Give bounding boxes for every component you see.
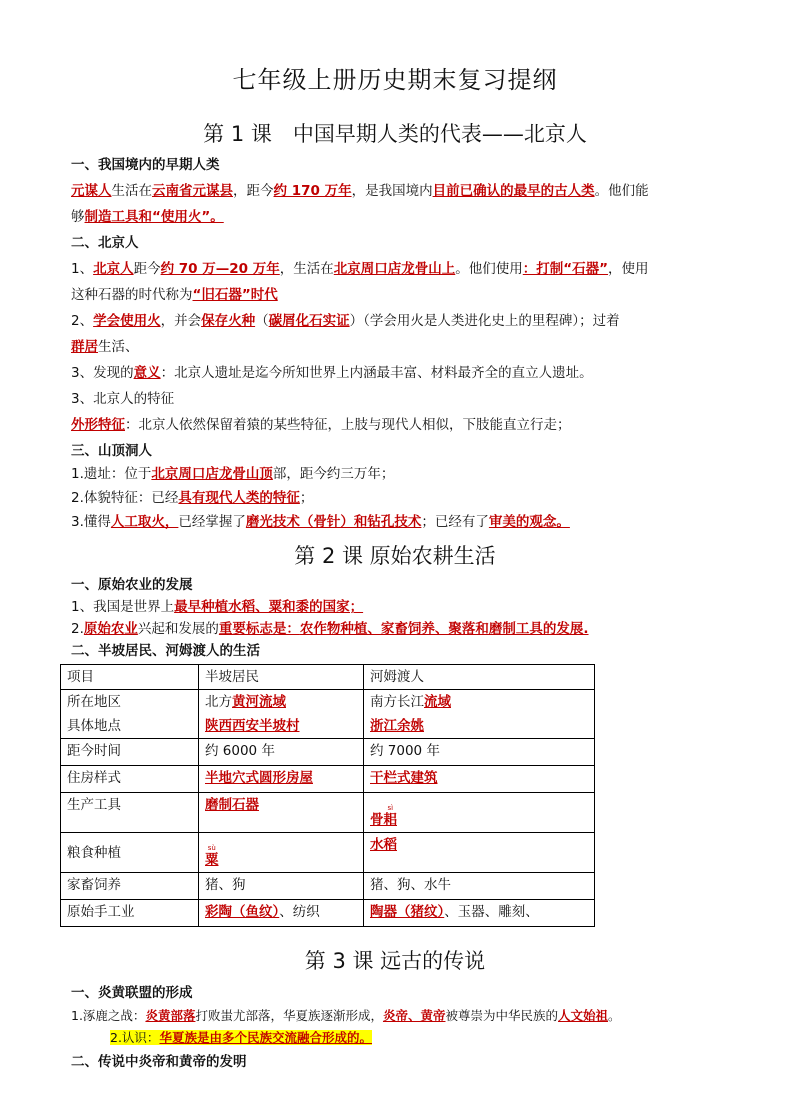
l2-paragraph-1: 1、我国是世界上最早种植水稻、粟和黍的国家； [71,599,364,615]
l1-paragraph-2: 1、北京人距今约 70 万—20 万年，生活在北京周口店龙骨山上。他们使用：打制“石器”，使用 [71,261,649,277]
comparison-table [60,664,595,927]
l2-paragraph-2: 2.原始农业兴起和发展的重要标志是：农作物种植、家畜饲养、聚落和磨制工具的发展. [71,621,589,637]
l1-paragraph-9: 3.懂得人工取火，已经掌握了磨光技术（骨针）和钻孔技术；已经有了审美的观念。 [71,514,570,530]
l1-paragraph-3b: 群居生活、 [71,339,139,355]
lesson-1-heading: 第 1 课 中国早期人类的代表——北京人 [203,122,587,146]
l3-paragraph-2: 2.认识：华夏族是由多个民族交流融合形成的。 [110,1030,372,1045]
lesson-3-heading: 第 3 课 远古的传说 [304,949,486,973]
table-row: 住房样式 半地穴式圆形房屋 干栏式建筑 [61,766,595,793]
l1-paragraph-2b: 这种石器的时代称为“旧石器”时代 [71,287,278,303]
yuanmou-man: 元谋人 [71,183,112,199]
table-header-cell: 项目 [61,665,199,690]
l1-paragraph-1b: 够制造工具和“使用火”。 [71,209,224,225]
l2-section-1-title: 一、原始农业的发展 [71,577,193,593]
l1-paragraph-3: 2、学会使用火，并会保存火种（碳屑化石实证）（学会用火是人类进化史上的里程碑）；过着 [71,313,620,329]
l1-section-3-title: 三、山顶洞人 [71,443,152,459]
l1-paragraph-7: 1.遗址：位于北京周口店龙骨山顶部，距今约三万年； [71,466,395,482]
table-row: 生产工具 磨制石器 骨 sì 耜 [61,793,595,833]
l1-section-2-title: 二、北京人 [71,235,139,251]
table-row: 所在地区 具体地点 北方黄河流域 陕西西安半坡村 南方长江流域 浙江余姚 [61,690,595,739]
l3-section-2-title: 二、传说中炎帝和黄帝的发明 [71,1054,247,1070]
l1-paragraph-1: 元谋人生活在云南省元谋县，距今约 170 万年，是我国境内目前已确认的最早的古人类。他们能 [71,183,649,199]
document-title: 七年级上册历史期末复习提纲 [232,66,558,94]
table-row: 原始手工业 彩陶（鱼纹）、纺织 陶器（猪纹）、玉器、雕刻、 [61,900,595,927]
l2-section-2-title: 二、半坡居民、河姆渡人的生活 [71,643,260,659]
table-row: 距今时间 约 6000 年 约 7000 年 [61,739,595,766]
table-row: 家畜饲养 猪、狗 猪、狗、水牛 [61,873,595,900]
l1-paragraph-8: 2.体貌特征：已经具有现代人类的特征； [71,490,314,506]
l1-paragraph-4: 3、发现的意义：北京人遗址是迄今所知世界上内涵最丰富、材料最齐全的直立人遗址。 [71,365,593,381]
table-header-row [61,665,595,690]
l1-section-1-title: 一、我国境内的早期人类 [71,157,220,173]
l3-paragraph-1: 1.涿鹿之战：炎黄部落打败蚩尤部落，华夏族逐渐形成，炎帝、黄帝被尊崇为中华民族的人文始祖。 [71,1008,621,1023]
table-header-cell: 半坡居民 [199,665,364,690]
table-header-cell: 河姆渡人 [364,665,595,690]
l3-section-1-title: 一、炎黄联盟的形成 [71,985,193,1001]
lesson-2-heading: 第 2 课 原始农耕生活 [294,544,496,568]
l1-paragraph-6: 外形特征：北京人依然保留着猿的某些特征，上肢与现代人相似，下肢能直立行走； [71,417,571,433]
l1-paragraph-5: 3、北京人的特征 [71,391,175,407]
table-row: 粮食种植 sù 粟 水稻 [61,833,595,873]
